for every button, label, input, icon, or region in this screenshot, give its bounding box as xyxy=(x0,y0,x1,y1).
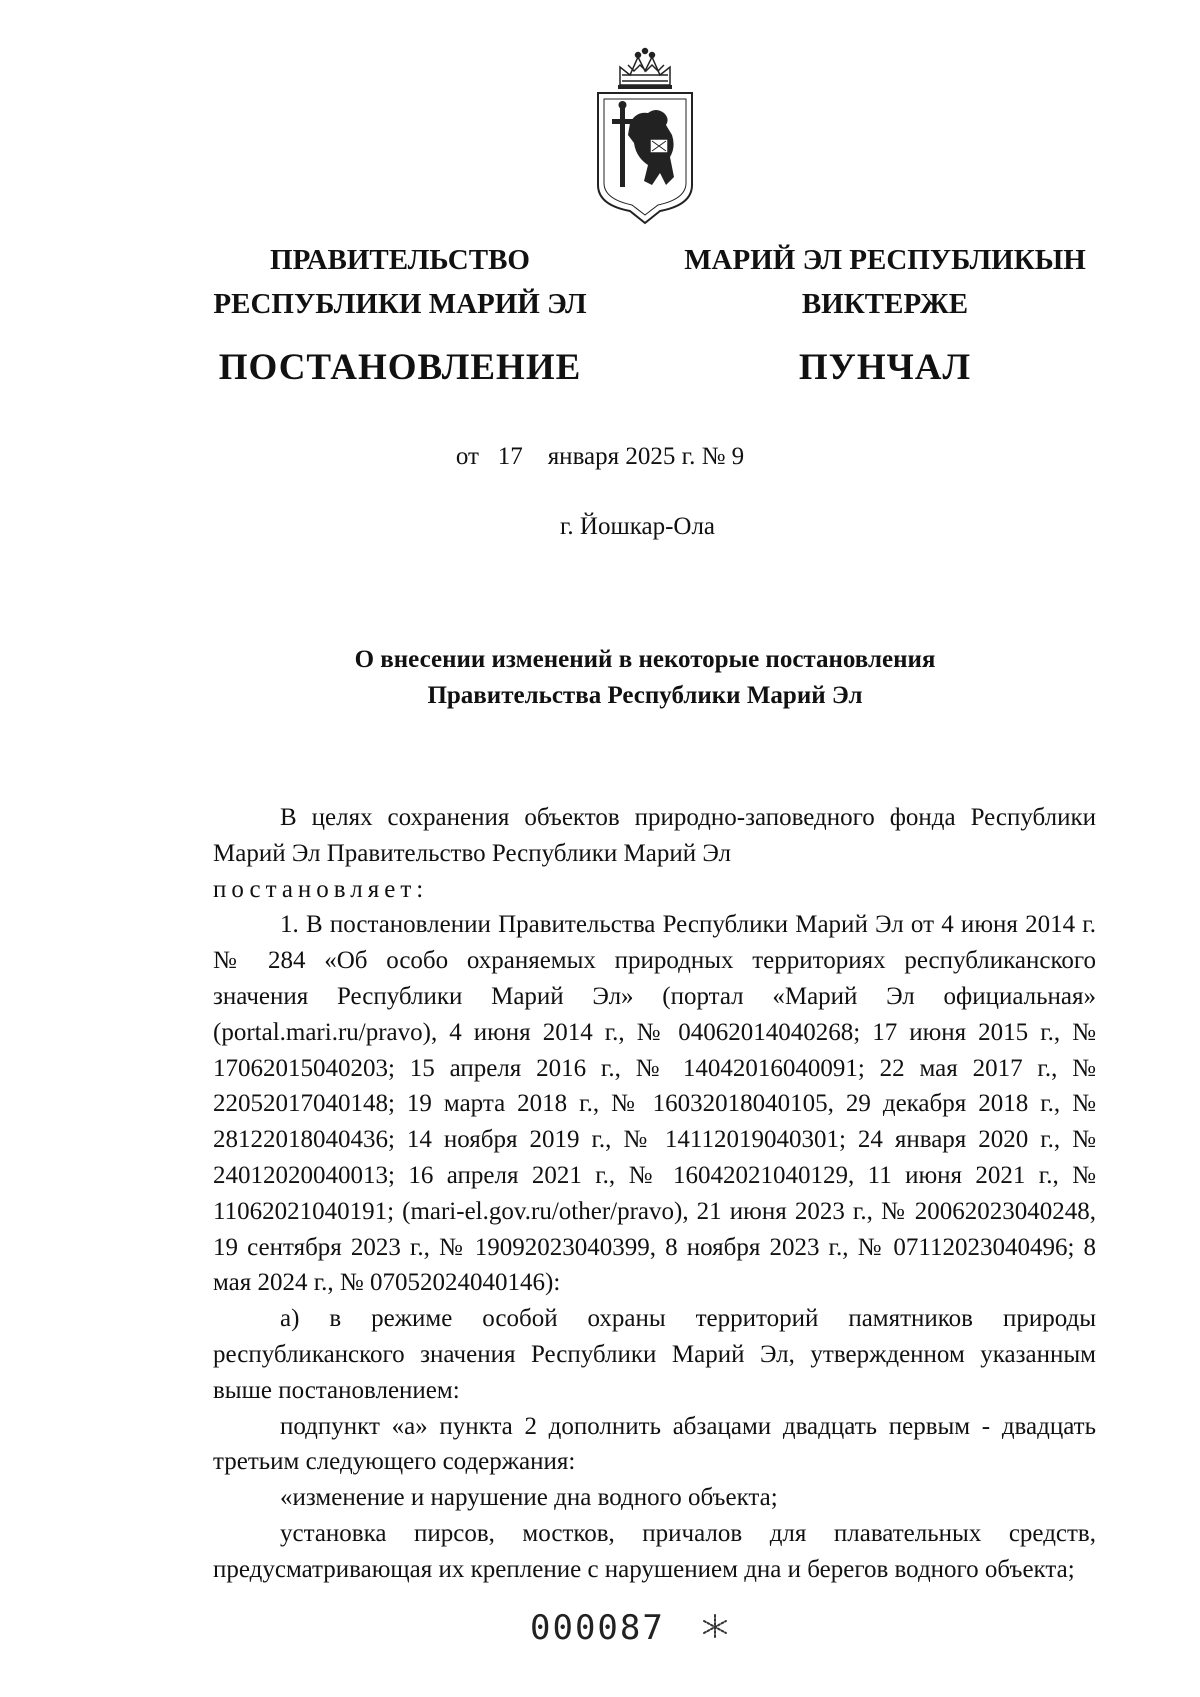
coat-of-arms-emblem xyxy=(590,45,700,225)
header-left-line1: ПРАВИТЕЛЬСТВО xyxy=(270,244,530,276)
asterisk-mark-icon xyxy=(700,1612,730,1642)
body-paragraph-1: 1. В постановлении Правительства Республики Марий Эл от 4 июня 2014 г. № 284 «Об особо охраняемых природных территориях республиканского значения Республики Марий Эл» (портал «Марий Эл официальная» (portal.mari.ru/pravo), 4 июня 2014 г., № 04062014040268; 17 июня 2015 г., № 17062015040203; 15 апреля 2016 г., № 14042016040091; 22 мая 2017 г., № 22052017040148; 19 марта 2018 г., № 16032018040105, 29 декабря 2018 г., № 28122018040436; 14 ноября 2019 г., № 14112019040301; 24 января 2020 г., № 24012020040013; 16 апреля 2021 г., № 16042021040129, 11 июня 2021 г., № 11062021040191; (mari-el.gov.ru/other/pravo), 21 июня 2023 г., № 20062023040248, 19 сентября 2023 г., № 19092023040399, 8 ноября 2023 г., № 07112023040496; 8 мая 2024 г., № 07052024040146): xyxy=(213,911,1096,1297)
header-left-line2: РЕСПУБЛИКИ МАРИЙ ЭЛ xyxy=(213,288,587,320)
header-right-line1: МАРИЙ ЭЛ РЕСПУБЛИКЫН xyxy=(684,244,1086,276)
body-paragraph-quote-start: «изменение и нарушение дна водного объекта; xyxy=(280,1484,778,1512)
body-paragraph-subpoint: подпункт «а» пункта 2 дополнить абзацами двадцать первым - двадцать третьим следующего содержания: xyxy=(213,1412,1096,1476)
decree-title-line1: О внесении изменений в некоторые постановления xyxy=(354,646,936,673)
body-intro: В целях сохранения объектов природно-заповедного фонда Республики Марий Эл Правительство Республики Марий Эл xyxy=(213,804,1096,867)
decree-body xyxy=(213,800,1096,1588)
document-serial-number: 000087 xyxy=(530,1608,665,1648)
header-right-title: ПУНЧАЛ xyxy=(798,347,972,388)
decree-title-line2: Правительства Республики Марий Эл xyxy=(427,682,863,709)
date-rest: января 2025 г. № 9 xyxy=(547,443,745,470)
body-paragraph-piers: установка пирсов, мостков, причалов для плавательных средств, предусматривающая их крепление с нарушением дна и берегов водного объекта; xyxy=(213,1519,1096,1583)
body-paragraph-a: а) в режиме особой охраны территорий памятников природы республиканского значения Республики Марий Эл, утвержденном указанным выше постановлением: xyxy=(213,1305,1096,1404)
body-decree-word: постановляет: xyxy=(213,875,429,903)
decree-title xyxy=(200,642,1090,714)
header-right-line2: ВИКТЕРЖЕ xyxy=(801,288,969,320)
decree-date xyxy=(0,443,1200,471)
date-day: 17 xyxy=(497,443,523,470)
header-left-title: ПОСТАНОВЛЕНИЕ xyxy=(218,347,582,388)
decree-city: г. Йошкар-Ола xyxy=(559,513,716,540)
date-prefix: от xyxy=(455,443,479,470)
header-left xyxy=(200,238,600,390)
header-right xyxy=(660,238,1110,390)
